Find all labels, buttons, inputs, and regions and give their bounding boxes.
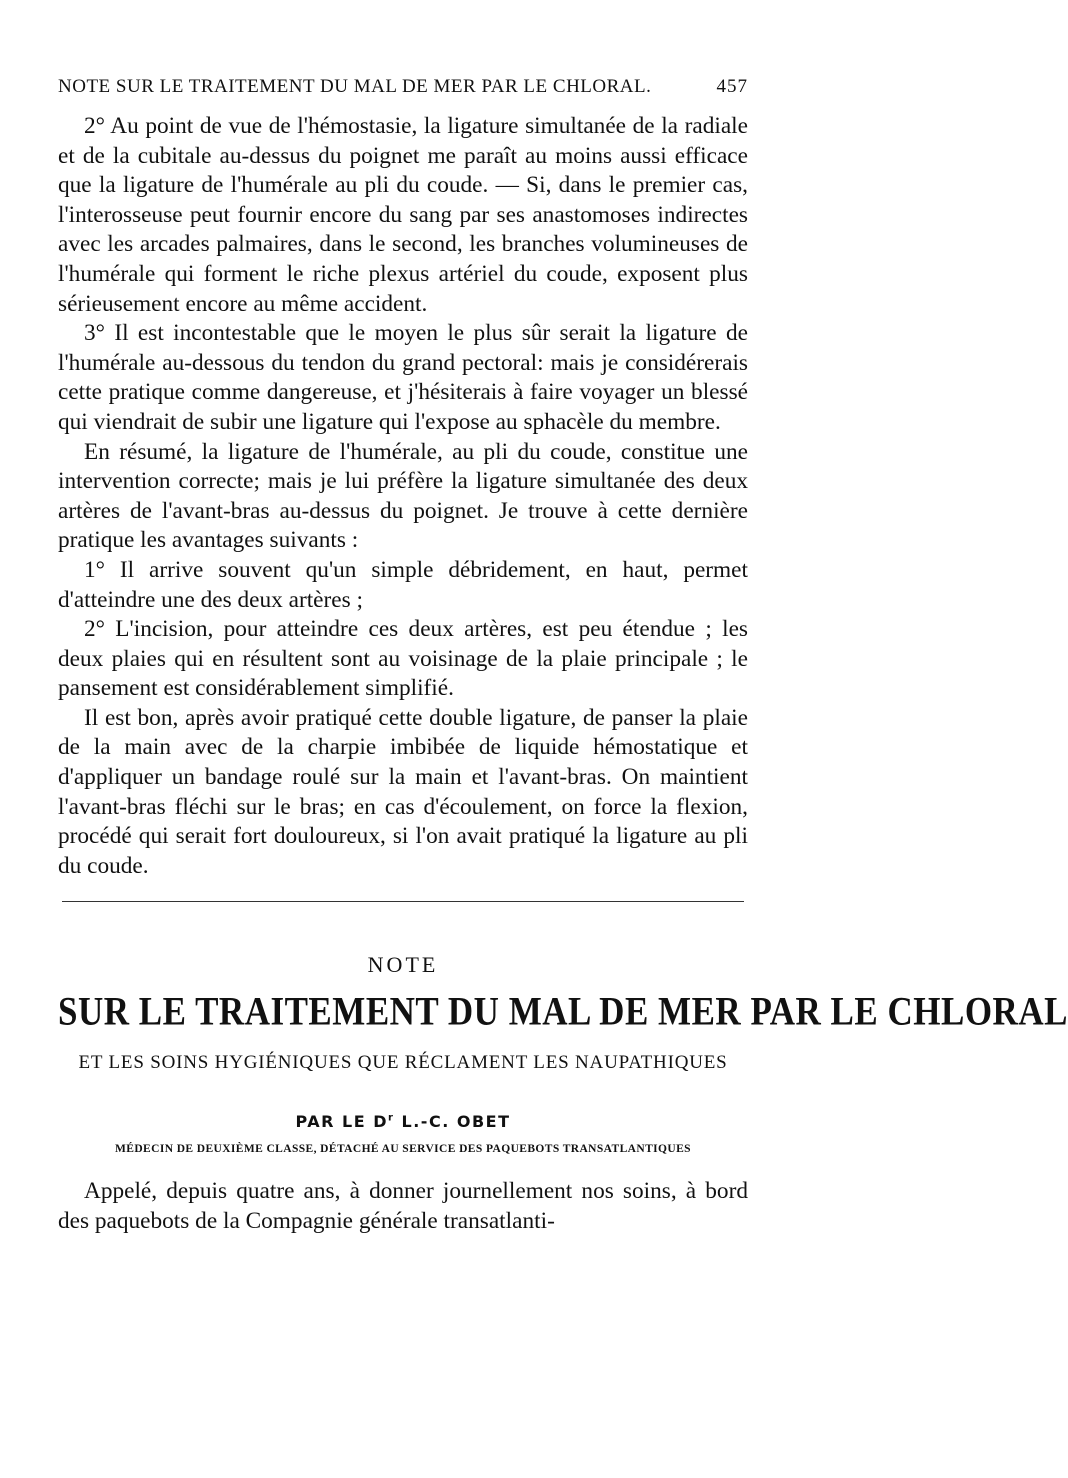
page-number: 457 — [716, 76, 748, 97]
section-divider — [62, 901, 744, 902]
author-byline — [58, 1112, 748, 1131]
body-text — [58, 112, 748, 881]
article-intro — [58, 1177, 748, 1236]
author-name: L.-C. OBET — [401, 1112, 511, 1132]
paragraph: 3° Il est incontestable que le moyen le plus sûr serait la ligature de l'humérale au-dessous du tendon du grand pectoral: mais je considérerais cette pratique comme dangereuse, et j'hésiterais à faire voyager un blessé qui viendrait de subir une ligature qui l'expose au sphacèle du membre. — [58, 320, 748, 435]
paragraph: Il est bon, après avoir pratiqué cette double ligature, de panser la plaie de la main avec de la charpie imbibée de liquide hémostatique et d'appliquer un bandage roulé sur la main et l'avant-bras. On maintient l'avant-bras fléchi sur le bras; en cas d'écoulement, on force la flexion, procédé qui serait fort douloureux, si l'on avait pratiqué la ligature au pli du coude. — [58, 704, 748, 879]
paragraph: 1° Il arrive souvent qu'un simple débridement, en haut, permet d'atteindre une des deux artères ; — [58, 556, 748, 613]
article-subtitle: ET LES SOINS HYGIÉNIQUES QUE RÉCLAMENT LES NAUPATHIQUES — [78, 1052, 728, 1074]
running-header — [58, 76, 748, 98]
byline-prefix: PAR LE D — [295, 1112, 389, 1132]
paragraph: 2° L'incision, pour atteindre ces deux artères, est peu étendue ; les deux plaies qui en résultent sont au voisinage de la plaie principale ; le pansement est considérablement simplifié. — [58, 616, 748, 702]
running-title: NOTE SUR LE TRAITEMENT DU MAL DE MER PAR LE CHLORAL. — [58, 76, 652, 97]
byline-superscript: r — [388, 1113, 395, 1125]
paragraph: En résumé, la ligature de l'humérale, au pli du coude, constitue une intervention correcte; mais je lui préfère la ligature simultanée des deux artères de l'avant-bras au-dessus du poignet. Je trouve à cette dernière pratique les avantages suivants : — [58, 438, 748, 554]
author-affiliation: MÉDECIN DE DEUXIÈME CLASSE, DÉTACHÉ AU SERVICE DES PAQUEBOTS TRANSATLANTIQUES — [115, 1143, 691, 1156]
intro-paragraph: Appelé, depuis quatre ans, à donner journellement nos soins, à bord des paquebots de la Compagnie générale transatlanti- — [58, 1178, 748, 1235]
article-title: SUR LE TRAITEMENT DU MAL DE MER PAR LE CHLORAL — [58, 989, 1068, 1035]
paragraph: 2° Au point de vue de l'hémostasie, la ligature simultanée de la radiale et de la cubitale au-dessus du poignet me paraît au moins aussi efficace que la ligature de l'humérale au pli du coude. — Si, dans le premier cas, l'interosseuse peut fournir encore du sang par ses anastomoses indirectes avec les arcades palmaires, dans le second, les branches volumineuses de l'humérale qui forment le riche plexus artériel du coude, exposent plus sérieusement encore au même accident. — [58, 113, 748, 317]
note-label: NOTE — [367, 952, 439, 978]
